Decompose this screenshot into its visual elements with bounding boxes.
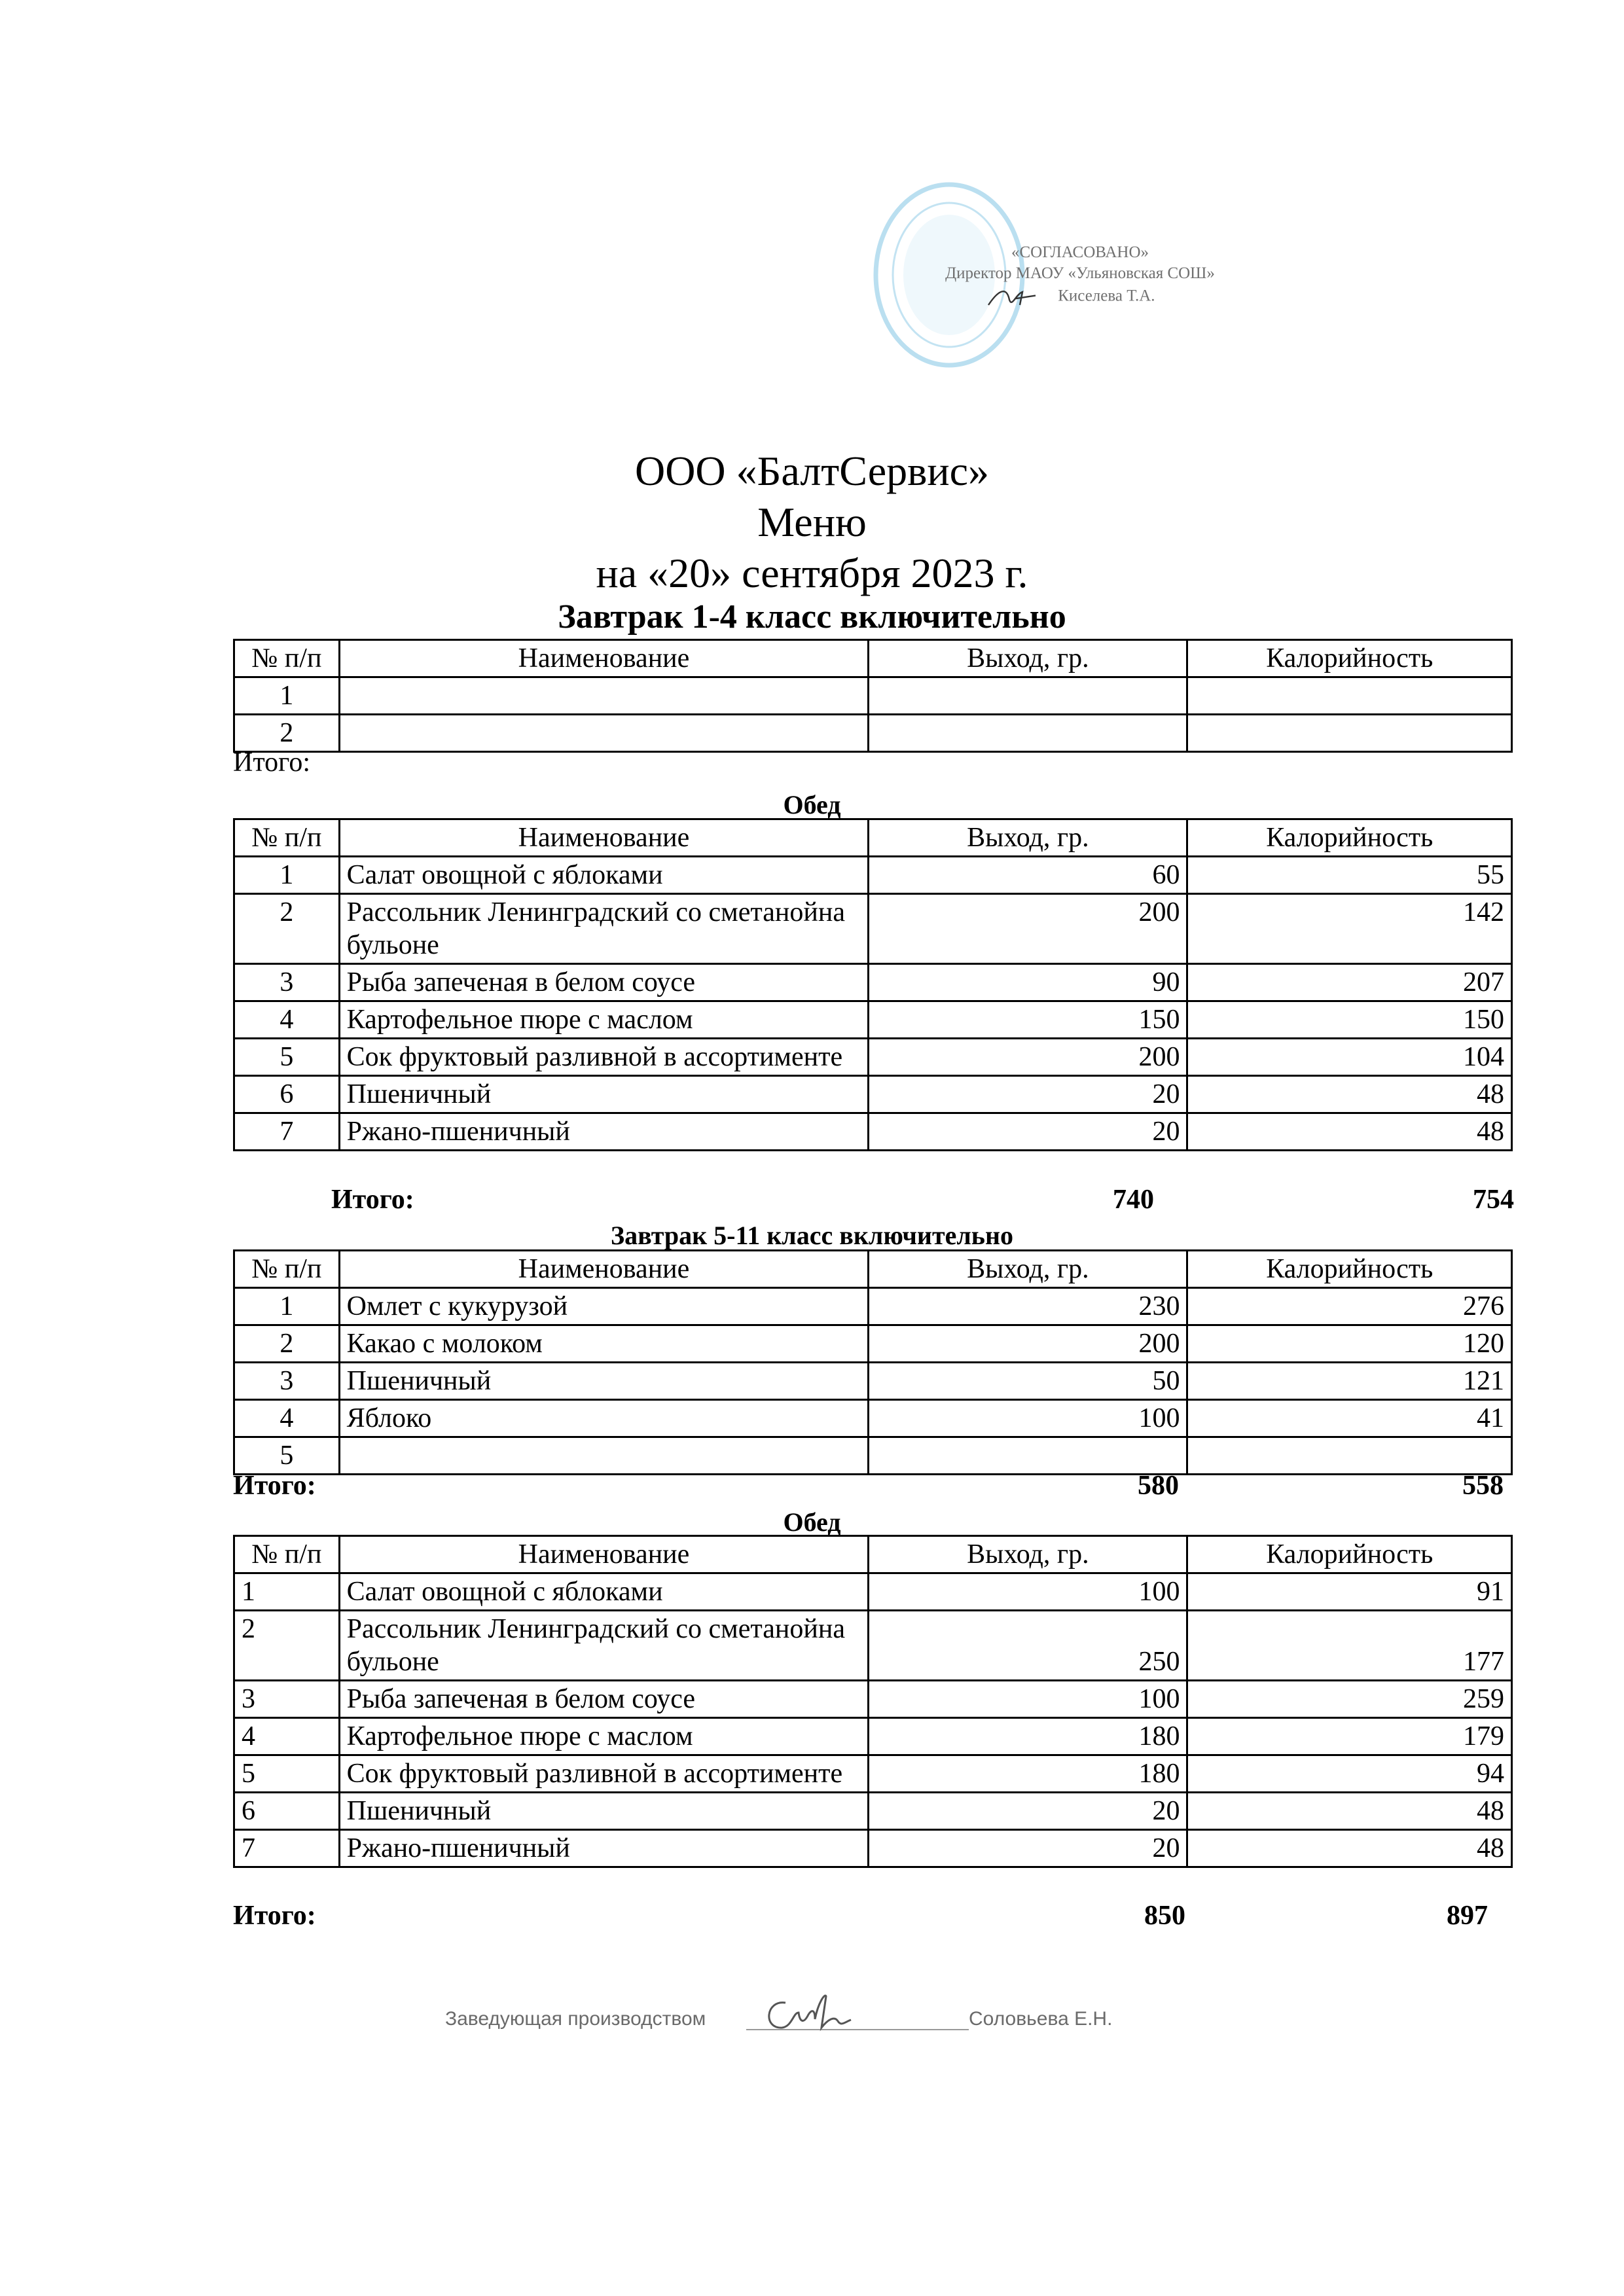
table-header-row (234, 1251, 1512, 1288)
row-calories: 121 (1187, 1363, 1512, 1400)
total-calories: 558 (1462, 1471, 1504, 1501)
total-label: Итого: (233, 1471, 316, 1501)
menu-table-breakfast-1-4 (233, 639, 1513, 753)
row-output: 20 (869, 1076, 1187, 1113)
row-num: 6 (234, 1076, 340, 1113)
row-calories: 55 (1187, 857, 1512, 894)
row-num: 1 (234, 1573, 340, 1611)
row-output: 150 (869, 1001, 1187, 1039)
row-num: 4 (234, 1001, 340, 1039)
col-calories: Калорийность (1187, 1536, 1512, 1573)
row-num: 3 (234, 1363, 340, 1400)
row-output: 90 (869, 964, 1187, 1001)
row-num: 3 (234, 964, 340, 1001)
menu-title: Меню (757, 499, 867, 545)
row-calories: 142 (1187, 894, 1512, 964)
row-name: Пшеничный (339, 1076, 869, 1113)
total-label: Итого: (233, 1901, 316, 1931)
row-calories (1187, 715, 1512, 752)
row-name: Пшеничный (339, 1363, 869, 1400)
row-name: Сок фруктовый разливной в ассортименте (339, 1755, 869, 1793)
col-num: № п/п (234, 640, 340, 677)
section-title-breakfast-5-11: Завтрак 5-11 класс включительно (610, 1221, 1014, 1250)
table-row (234, 1288, 1512, 1325)
total-output: 740 (1113, 1185, 1154, 1215)
row-calories: 48 (1187, 1076, 1512, 1113)
row-name: Рассольник Ленинградский со сметанойна бульоне (339, 894, 869, 964)
row-calories: 94 (1187, 1755, 1512, 1793)
row-num: 1 (234, 857, 340, 894)
row-name: Салат овощной с яблоками (339, 857, 869, 894)
row-name (339, 1437, 869, 1475)
menu-table-lunch-1 (233, 818, 1513, 1151)
section-title-lunch-1: Обед (783, 790, 841, 819)
table-row (234, 677, 1512, 715)
total-calories: 897 (1447, 1901, 1488, 1931)
table-row (234, 1001, 1512, 1039)
row-calories: 120 (1187, 1325, 1512, 1363)
table-row (234, 894, 1512, 964)
menu-table-breakfast-5-11 (233, 1249, 1513, 1475)
row-num: 2 (234, 894, 340, 964)
row-num: 5 (234, 1437, 340, 1475)
table-row (234, 1573, 1512, 1611)
section-title-lunch-2: Обед (783, 1507, 841, 1537)
table-row (234, 1363, 1512, 1400)
row-calories: 48 (1187, 1113, 1512, 1151)
row-num: 5 (234, 1039, 340, 1076)
col-output: Выход, гр. (869, 819, 1187, 857)
row-output: 20 (869, 1113, 1187, 1151)
row-output: 250 (869, 1611, 1187, 1681)
table-row (234, 1793, 1512, 1830)
row-name: Какао с молоком (339, 1325, 869, 1363)
total-calories: 754 (1473, 1185, 1514, 1215)
row-name: Пшеничный (339, 1793, 869, 1830)
row-name: Яблоко (339, 1400, 869, 1437)
row-num: 2 (234, 1611, 340, 1681)
row-output: 20 (869, 1830, 1187, 1867)
col-output: Выход, гр. (869, 640, 1187, 677)
company-name: ООО «БалтСервис» (634, 448, 990, 494)
row-output (869, 677, 1187, 715)
table-header-row (234, 819, 1512, 857)
col-output: Выход, гр. (869, 1536, 1187, 1573)
menu-date: на «20» сентября 2023 г. (596, 550, 1028, 596)
row-output: 20 (869, 1793, 1187, 1830)
col-num: № п/п (234, 1536, 340, 1573)
approval-text (916, 242, 1244, 310)
producer-signature-icon (753, 1983, 871, 2042)
approval-line-3 (916, 284, 1244, 310)
approval-line-1: «СОГЛАСОВАНО» (1011, 243, 1149, 261)
col-calories: Калорийность (1187, 1251, 1512, 1288)
row-num: 6 (234, 1793, 340, 1830)
row-num: 4 (234, 1718, 340, 1755)
row-calories: 48 (1187, 1830, 1512, 1867)
row-name: Ржано-пшеничный (339, 1113, 869, 1151)
row-output: 180 (869, 1718, 1187, 1755)
row-calories: 150 (1187, 1001, 1512, 1039)
row-num: 2 (234, 715, 340, 752)
producer-name: Соловьева Е.Н. (969, 2008, 1113, 2030)
row-output: 100 (869, 1573, 1187, 1611)
row-output: 200 (869, 1039, 1187, 1076)
row-output: 100 (869, 1400, 1187, 1437)
row-num: 5 (234, 1755, 340, 1793)
row-calories: 259 (1187, 1681, 1512, 1718)
row-num: 2 (234, 1325, 340, 1363)
director-name: Киселева Т.А. (1058, 287, 1155, 305)
menu-table-lunch-2 (233, 1535, 1513, 1868)
row-name: Картофельное пюре с маслом (339, 1718, 869, 1755)
table-row (234, 1325, 1512, 1363)
row-output: 200 (869, 1325, 1187, 1363)
table-row (234, 715, 1512, 752)
table-row (234, 1076, 1512, 1113)
row-calories: 177 (1187, 1611, 1512, 1681)
row-num: 1 (234, 677, 340, 715)
row-output: 180 (869, 1755, 1187, 1793)
total-output: 580 (1138, 1471, 1179, 1501)
table-header-row (234, 640, 1512, 677)
row-name: Омлет с кукурузой (339, 1288, 869, 1325)
row-calories: 91 (1187, 1573, 1512, 1611)
row-name (339, 677, 869, 715)
col-num: № п/п (234, 819, 340, 857)
section-title-breakfast-1-4: Завтрак 1-4 класс включительно (558, 598, 1066, 636)
row-name: Рассольник Ленинградский со сметанойна бульоне (339, 1611, 869, 1681)
col-calories: Калорийность (1187, 640, 1512, 677)
row-output: 60 (869, 857, 1187, 894)
producer-role: Заведующая производством (445, 2008, 706, 2030)
row-calories: 179 (1187, 1718, 1512, 1755)
col-name: Наименование (339, 1536, 869, 1573)
table-row (234, 1113, 1512, 1151)
col-name: Наименование (339, 640, 869, 677)
director-signature-icon (975, 284, 1054, 310)
total-label: Итого: (233, 747, 310, 778)
total-output: 850 (1144, 1901, 1185, 1931)
row-calories (1187, 677, 1512, 715)
row-calories: 48 (1187, 1793, 1512, 1830)
row-name: Картофельное пюре с маслом (339, 1001, 869, 1039)
table-header-row (234, 1536, 1512, 1573)
row-num: 3 (234, 1681, 340, 1718)
row-name: Рыба запеченая в белом соусе (339, 964, 869, 1001)
row-calories: 276 (1187, 1288, 1512, 1325)
row-num: 7 (234, 1830, 340, 1867)
table-row (234, 1755, 1512, 1793)
table-row (234, 1611, 1512, 1681)
approval-stamp (871, 177, 1237, 373)
row-output (869, 715, 1187, 752)
row-num: 1 (234, 1288, 340, 1325)
col-num: № п/п (234, 1251, 340, 1288)
row-output: 230 (869, 1288, 1187, 1325)
row-calories: 41 (1187, 1400, 1512, 1437)
total-label: Итого: (331, 1185, 414, 1215)
row-name: Рыба запеченая в белом соусе (339, 1681, 869, 1718)
approval-line-2: Директор МАОУ «Ульяновская СОШ» (945, 264, 1215, 282)
table-row (234, 1830, 1512, 1867)
producer-signature-block (445, 1983, 1362, 2049)
row-num: 7 (234, 1113, 340, 1151)
col-name: Наименование (339, 819, 869, 857)
row-name: Сок фруктовый разливной в ассортименте (339, 1039, 869, 1076)
row-num: 4 (234, 1400, 340, 1437)
row-calories: 104 (1187, 1039, 1512, 1076)
row-output: 100 (869, 1681, 1187, 1718)
table-row (234, 857, 1512, 894)
table-row (234, 1039, 1512, 1076)
row-name: Ржано-пшеничный (339, 1830, 869, 1867)
row-output: 50 (869, 1363, 1187, 1400)
row-calories: 207 (1187, 964, 1512, 1001)
row-output: 200 (869, 894, 1187, 964)
table-row (234, 1681, 1512, 1718)
col-output: Выход, гр. (869, 1251, 1187, 1288)
row-name (339, 715, 869, 752)
table-row (234, 964, 1512, 1001)
col-name: Наименование (339, 1251, 869, 1288)
table-row (234, 1718, 1512, 1755)
table-row (234, 1437, 1512, 1475)
table-row (234, 1400, 1512, 1437)
col-calories: Калорийность (1187, 819, 1512, 857)
row-name: Салат овощной с яблоками (339, 1573, 869, 1611)
